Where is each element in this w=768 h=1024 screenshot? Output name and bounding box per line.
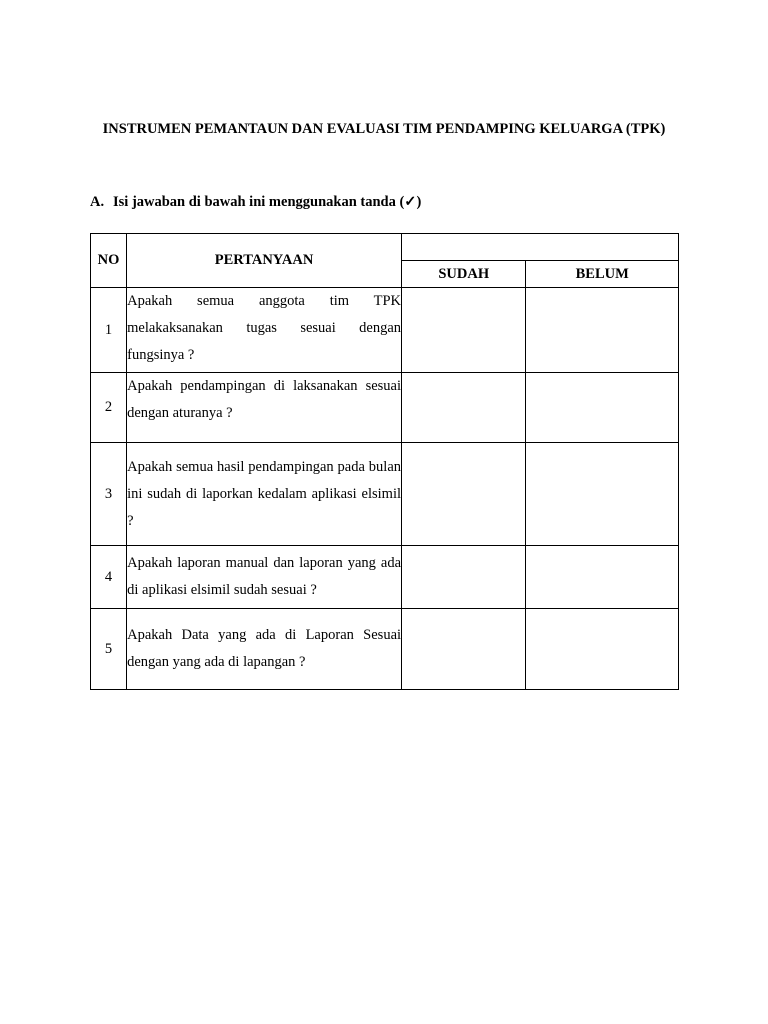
header-done: SUDAH bbox=[402, 261, 526, 288]
answer-done-cell[interactable] bbox=[402, 609, 526, 690]
row-number: 5 bbox=[91, 609, 127, 690]
document-title: INSTRUMEN PEMANTAUN DAN EVALUASI TIM PENDAMPING KELUARGA (TPK) bbox=[102, 121, 666, 137]
answer-done-cell[interactable] bbox=[402, 443, 526, 546]
table-row bbox=[91, 546, 679, 609]
row-number: 3 bbox=[91, 443, 127, 546]
instruction-text: Isi jawaban di bawah ini menggunakan tanda (✓) bbox=[113, 194, 422, 210]
answer-not-done-cell[interactable] bbox=[526, 288, 679, 373]
header-answer-group bbox=[402, 234, 679, 261]
row-question: Apakah Data yang ada di Laporan Sesuai dengan yang ada di lapangan ? bbox=[127, 609, 402, 690]
header-question: PERTANYAAN bbox=[127, 234, 402, 288]
row-question: Apakah semua hasil pendampingan pada bulan ini sudah di laporkan kedalam aplikasi elsimil ? bbox=[127, 443, 402, 546]
answer-done-cell[interactable] bbox=[402, 546, 526, 609]
answer-not-done-cell[interactable] bbox=[526, 373, 679, 443]
row-question: Apakah pendampingan di laksanakan sesuai dengan aturanya ? bbox=[127, 373, 402, 443]
answer-not-done-cell[interactable] bbox=[526, 609, 679, 690]
table-row bbox=[91, 288, 679, 373]
header-not-done: BELUM bbox=[526, 261, 679, 288]
section-letter: A. bbox=[90, 194, 105, 210]
row-number: 4 bbox=[91, 546, 127, 609]
answer-not-done-cell[interactable] bbox=[526, 546, 679, 609]
row-question: Apakah semua anggota tim TPK melakaksanakan tugas sesuai dengan fungsinya ? bbox=[127, 288, 402, 373]
header-no: NO bbox=[91, 234, 127, 288]
answer-done-cell[interactable] bbox=[402, 373, 526, 443]
answer-not-done-cell[interactable] bbox=[526, 443, 679, 546]
table-row bbox=[91, 373, 679, 443]
evaluation-table bbox=[90, 233, 679, 690]
row-question: Apakah laporan manual dan laporan yang ada di aplikasi elsimil sudah sesuai ? bbox=[127, 546, 402, 609]
table-row bbox=[91, 443, 679, 546]
row-number: 2 bbox=[91, 373, 127, 443]
table-row bbox=[91, 609, 679, 690]
table-header-row bbox=[91, 234, 679, 261]
section-instruction bbox=[90, 194, 421, 211]
answer-done-cell[interactable] bbox=[402, 288, 526, 373]
row-number: 1 bbox=[91, 288, 127, 373]
